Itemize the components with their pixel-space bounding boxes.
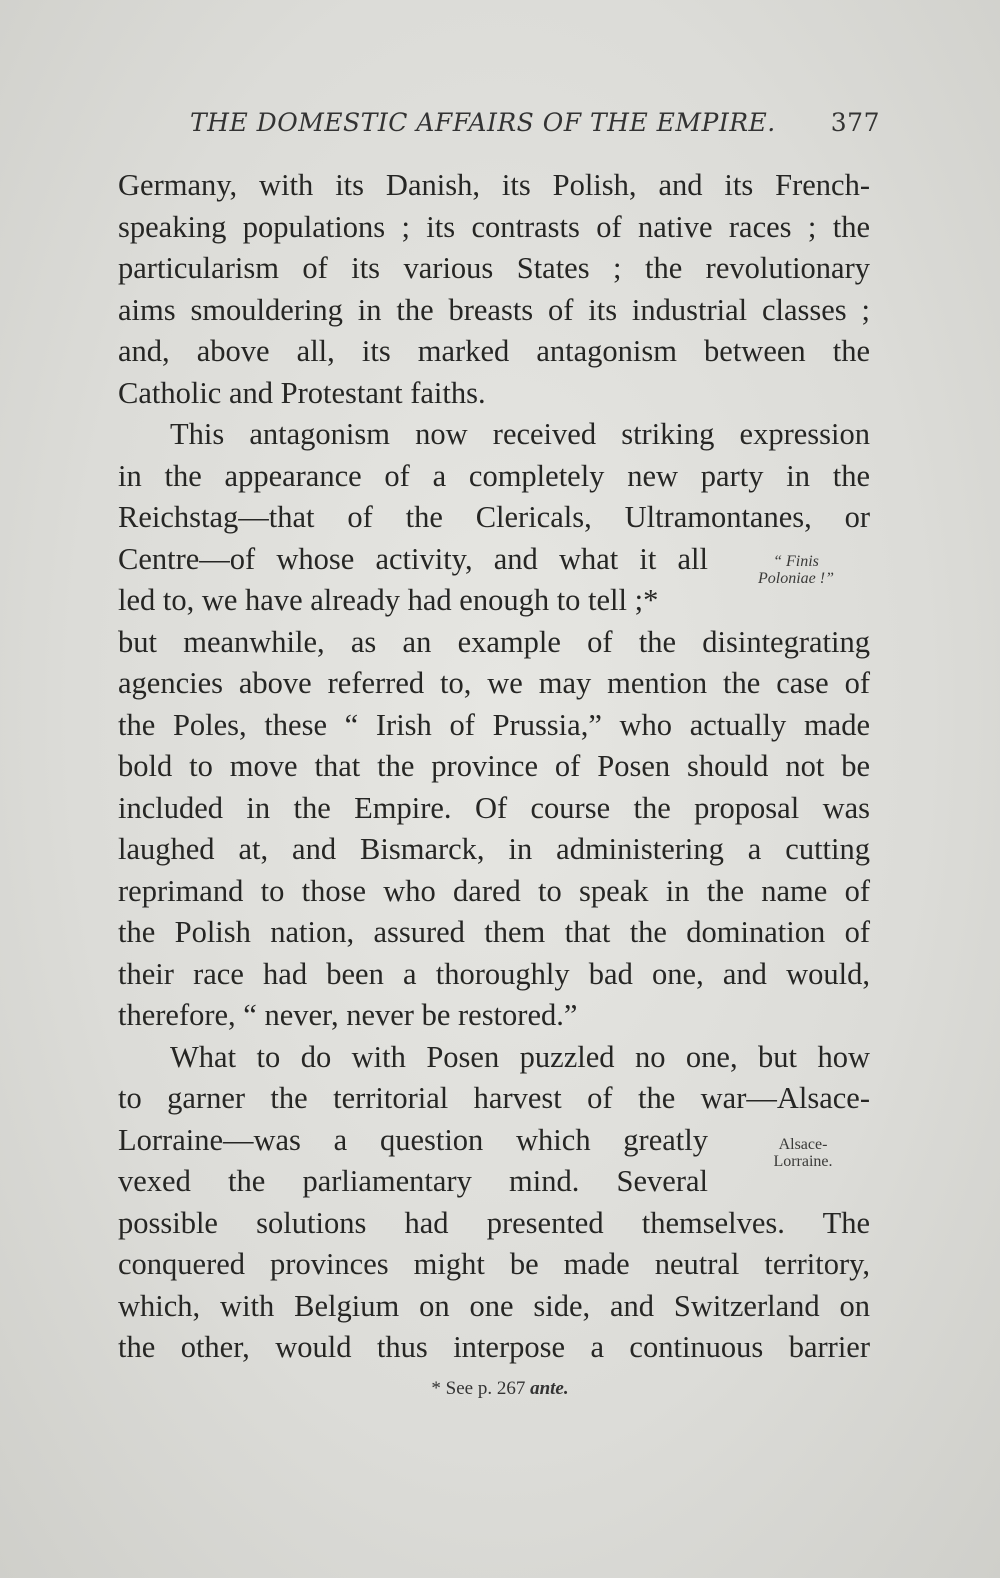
- text-line: their race had been a thoroughly bad one, and would,: [118, 956, 870, 991]
- text-line: bold to move that the province of Posen should not be: [118, 749, 870, 783]
- text-line: to garner the territorial harvest of the war—Alsace-: [118, 1081, 870, 1115]
- sidenote-finis-poloniae: [726, 553, 866, 587]
- footnote-emphasis: ante.: [530, 1378, 569, 1399]
- text-line: the Polish nation, assured them that the domination of: [118, 915, 870, 949]
- text-line: laughed at, and Bismarck, in administering a cutting: [118, 832, 870, 866]
- text-line: in the appearance of a completely new party in the: [118, 458, 870, 493]
- text-line: particularism of its various States ; the revolutionary: [118, 251, 870, 285]
- text-line: led to, we have already had enough to tell ;*: [118, 583, 659, 617]
- text-line: agencies above referred to, we may mention the case of: [118, 666, 870, 700]
- running-head-title: THE DOMESTIC AFFAIRS OF THE EMPIRE.: [190, 108, 776, 137]
- text-line: Reichstag—that of the Clericals, Ultramontanes, or: [118, 500, 870, 534]
- body-text: [118, 165, 870, 1369]
- text-line: conquered provinces might be made neutral territory,: [118, 1247, 870, 1281]
- footnote-text: * See p. 267: [431, 1378, 526, 1399]
- text-line: reprimand to those who dared to speak in the name of: [118, 873, 870, 908]
- text-line: but meanwhile, as an example of the disintegrating: [118, 624, 870, 659]
- text-line: Centre—of whose activity, and what it all: [118, 541, 708, 576]
- sidenote-line: Lorraine.: [773, 1153, 833, 1170]
- sidenote-alsace-lorraine: [748, 1136, 858, 1170]
- text-line: and, above all, its marked antagonism between the: [118, 334, 870, 368]
- text-line: the Poles, these “ Irish of Prussia,” who actually made: [118, 707, 870, 742]
- paragraph-first-line: This antagonism now received striking expression: [170, 417, 870, 451]
- sidenote-line: Alsace-: [778, 1136, 828, 1153]
- text-line: which, with Belgium on one side, and Switzerland on: [118, 1288, 870, 1323]
- page-number: 377: [830, 108, 880, 137]
- text-line: speaking populations ; its contrasts of native races ; the: [118, 209, 870, 244]
- text-line: Catholic and Protestant faiths.: [118, 375, 486, 410]
- paragraph-first-line: What to do with Posen puzzled no one, but how: [170, 1039, 870, 1074]
- text-line: included in the Empire. Of course the proposal was: [118, 790, 870, 825]
- sidenote-line: “ Finis: [773, 553, 819, 570]
- text-line: Lorraine—was a question which greatly: [118, 1122, 708, 1157]
- running-head: [190, 108, 880, 137]
- text-line: Germany, with its Danish, its Polish, and its French-: [118, 168, 870, 202]
- text-line: aims smouldering in the breasts of its industrial classes ;: [118, 292, 870, 327]
- text-line: therefore, “ never, never be restored.”: [118, 998, 578, 1032]
- text-line: vexed the parliamentary mind. Several: [118, 1164, 708, 1198]
- text-line: possible solutions had presented themselves. The: [118, 1205, 870, 1240]
- footnote: [0, 1378, 1000, 1400]
- sidenote-line: Poloniae !”: [758, 570, 834, 587]
- text-line: the other, would thus interpose a continuous barrier: [118, 1330, 870, 1364]
